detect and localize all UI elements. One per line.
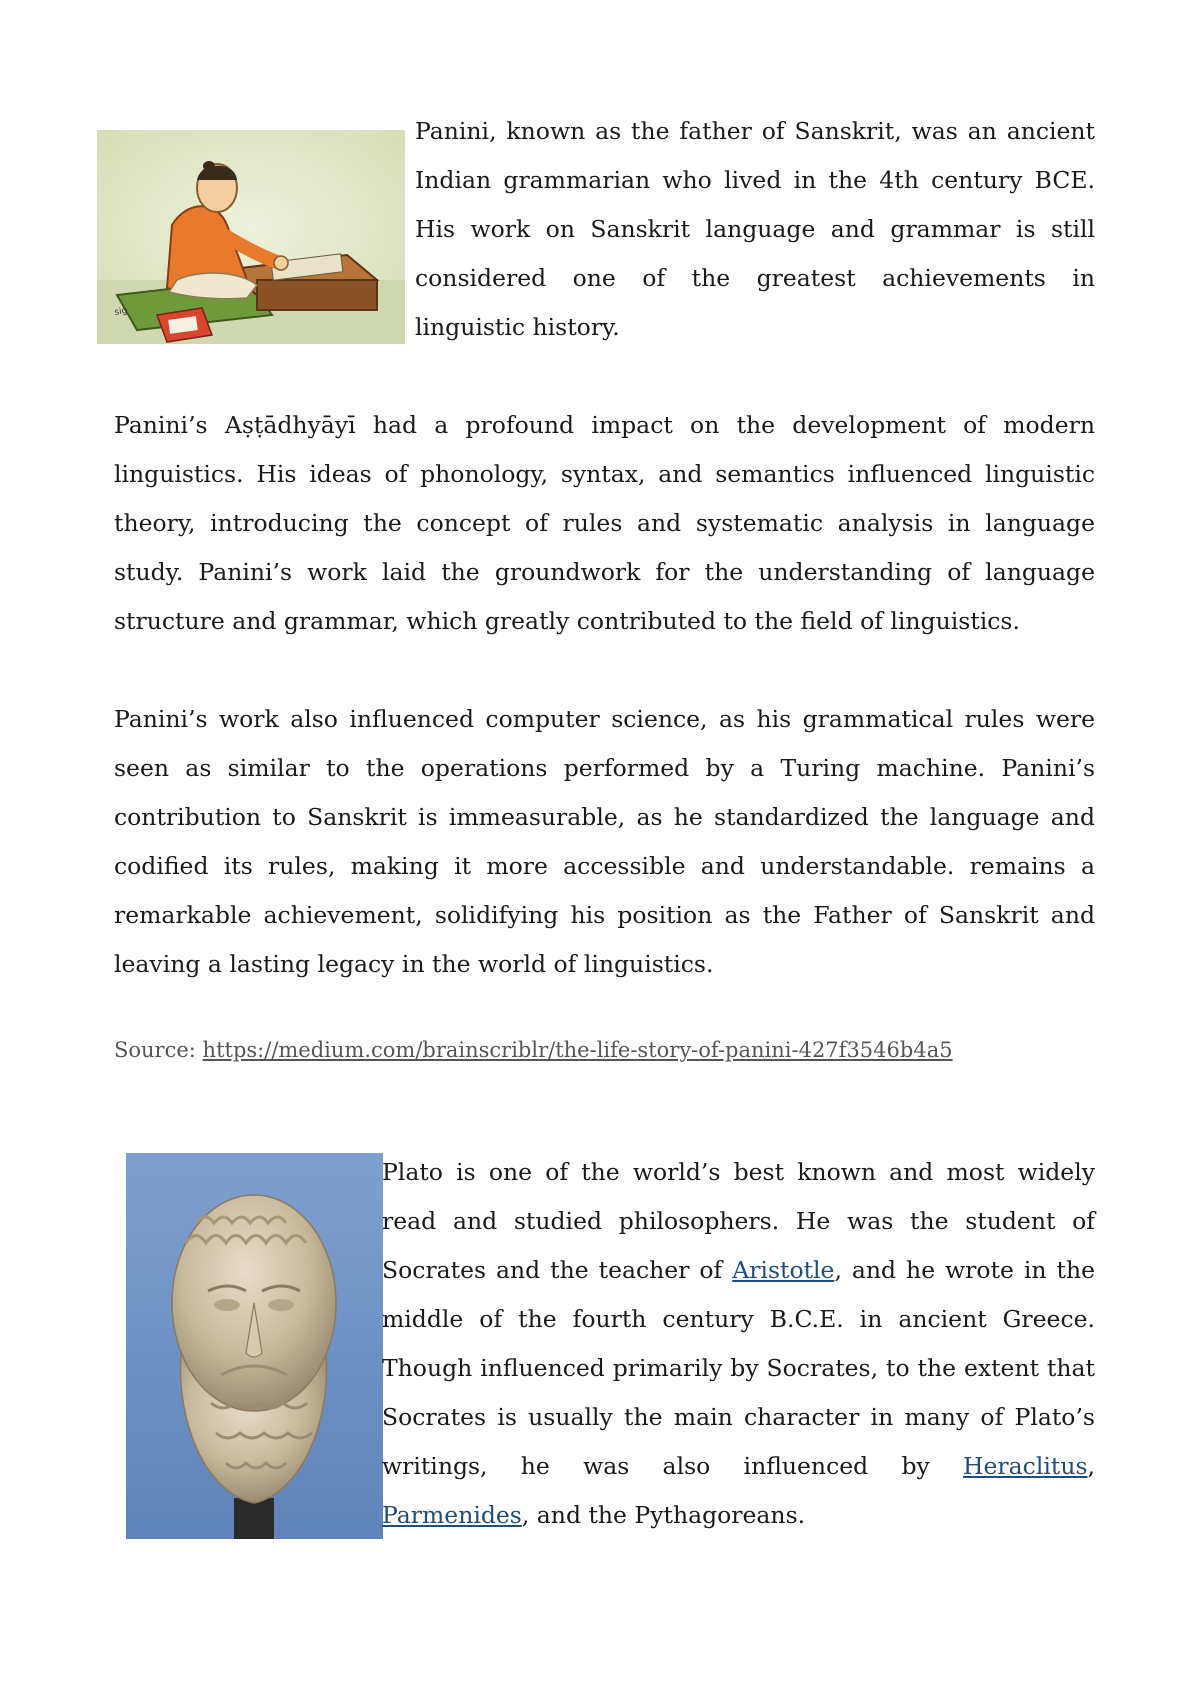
panini-impact-paragraph: Panini’s Aṣṭādhyāyī had a profound impact on the development of modern linguistics. His ideas of phonology, syntax, and semantics influenced linguistic theory, introducing the concept of rules and systematic analysis in language study. Panini’s work laid the groundwork for the understanding of language structure and grammar, which greatly contributed to the field of linguistics. (114, 411, 1095, 635)
source-label: Source: (114, 1038, 203, 1062)
plato-text-1: Plato is one of the world’s best known and most widely read and studied philosophers. He was the student of Socrates and the teacher of (382, 1158, 1095, 1284)
svg-text:sig: sig (113, 305, 129, 318)
aristotle-link[interactable]: Aristotle (732, 1256, 835, 1284)
panini-illustration (97, 130, 405, 344)
parmenides-link[interactable]: Parmenides (382, 1501, 522, 1529)
plato-text-2: , and he wrote in the middle of the fourth century B.C.E. in ancient Greece. Though influenced primarily by Socrates, to the extent that Socrates is usually the main character in many of Plato’s writings, he was also influenced by (382, 1256, 1095, 1480)
plato-text-4: , and the Pythagoreans. (521, 1501, 806, 1529)
plato-bust-photo (126, 1153, 383, 1539)
plato-text-3: , (1087, 1452, 1095, 1480)
panini-legacy-paragraph: Panini’s work also influenced computer science, as his grammatical rules were seen as similar to the operations performed by a Turing machine. Panini’s contribution to Sanskrit is immeasurable, as he standardized the language and codified its rules, making it more accessible and understandable. remains a remarkable achievement, solidifying his position as the Father of Sanskrit and leaving a lasting legacy in the world of linguistics. (114, 705, 1095, 978)
plato-paragraph (382, 1148, 1095, 1540)
panini-intro-paragraph: Panini, known as the father of Sanskrit, was an ancient Indian grammarian who lived in the 4th century BCE. His work on Sanskrit language and grammar is still considered one of the greatest achievements in linguistic history. (415, 117, 1095, 341)
source-link[interactable]: https://medium.com/brainscriblr/the-life-story-of-panini-427f3546b4a5 (202, 1038, 953, 1062)
source-citation (114, 1035, 953, 1065)
heraclitus-link[interactable]: Heraclitus (963, 1452, 1088, 1480)
